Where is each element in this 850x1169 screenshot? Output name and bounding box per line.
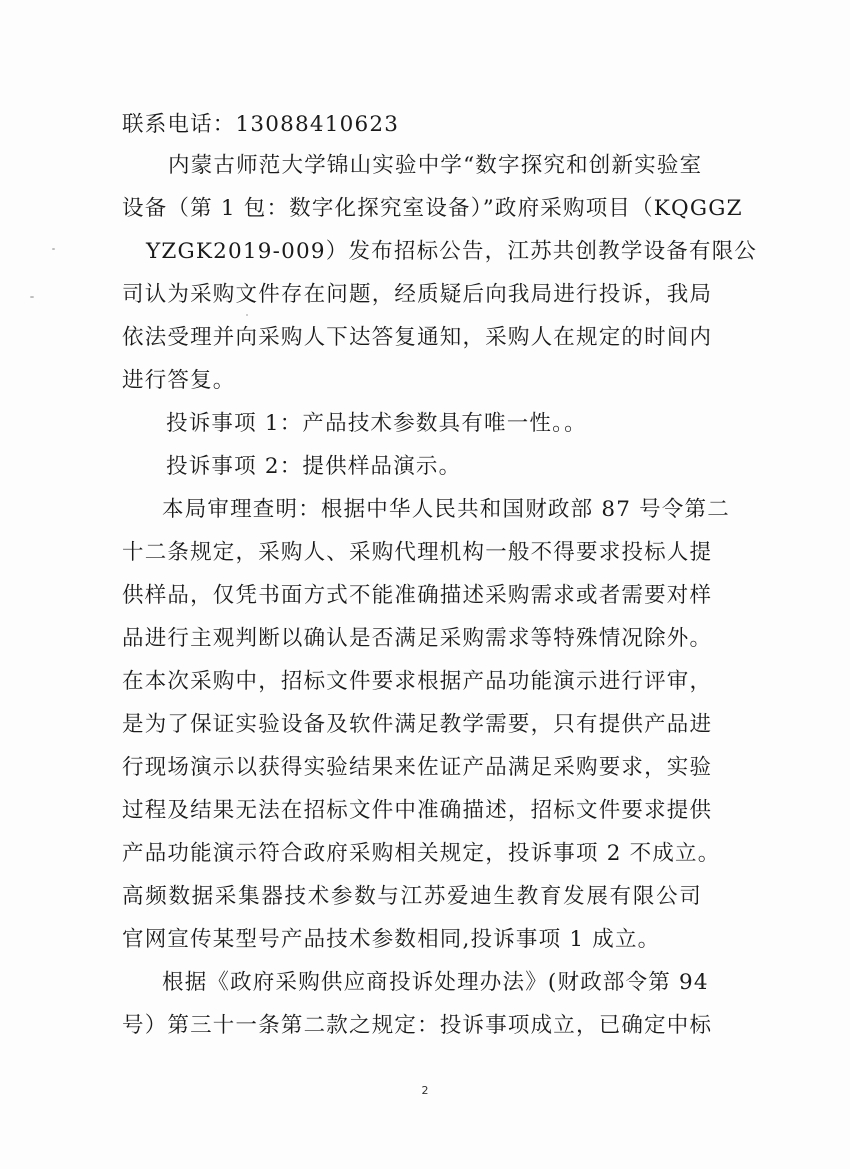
page-number: 2 (421, 1084, 429, 1097)
scan-speck (52, 248, 55, 250)
text-line: 产品功能演示符合政府采购相关规定，投诉事项 2 不成立。 (122, 841, 721, 866)
text-line: 进行答复。 (122, 368, 236, 393)
text-line: 是为了保证实验设备及软件满足教学需要，只有提供产品进 (122, 712, 713, 737)
scan-speck (246, 314, 248, 316)
text-line: 内蒙古师范大学锦山实验中学“数字探究和创新实验室 (168, 153, 703, 178)
text-line: 十二条规定，采购人、采购代理机构一般不得要求投标人提 (122, 540, 713, 565)
text-line: 在本次采购中，招标文件要求根据产品功能演示进行评审， (122, 669, 713, 694)
text-line: 官网宣传某型号产品技术参数相同,投诉事项 1 成立。 (122, 927, 661, 952)
text-line: 品进行主观判断以确认是否满足采购需求等特殊情况除外。 (122, 626, 713, 651)
text-line: 供样品，仅凭书面方式不能准确描述采购需求或者需要对样 (122, 583, 713, 608)
text-line: 号）第三十一条第二款之规定：投诉事项成立，已确定中标 (122, 1013, 713, 1038)
text-line: 本局审理查明：根据中华人民共和国财政部 87 号令第二 (162, 497, 730, 522)
text-line-contact-phone: 联系电话：13088410623 (122, 112, 400, 137)
text-line: 根据《政府采购供应商投诉处理办法》(财政部令第 94 (162, 970, 709, 995)
complaint-item-2: 投诉事项 2：提供样品演示。 (166, 454, 462, 479)
scan-speck (30, 296, 34, 298)
text-line: YZGK2019-009）发布招标公告，江苏共创教学设备有限公 (146, 239, 758, 264)
text-line: 过程及结果无法在招标文件中准确描述，招标文件要求提供 (122, 798, 713, 823)
text-line: 设备（第 1 包：数字化探究室设备）”政府采购项目（KQGGZ (122, 196, 743, 221)
text-line: 行现场演示以获得实验结果来佐证产品满足采购要求，实验 (122, 755, 713, 780)
text-line: 司认为采购文件存在问题，经质疑后向我局进行投诉，我局 (122, 282, 713, 307)
text-line: 依法受理并向采购人下达答复通知，采购人在规定的时间内 (122, 325, 713, 350)
complaint-item-1: 投诉事项 1：产品技术参数具有唯一性。。 (166, 411, 587, 436)
text-line: 高频数据采集器技术参数与江苏爱迪生教育发展有限公司 (122, 884, 702, 909)
